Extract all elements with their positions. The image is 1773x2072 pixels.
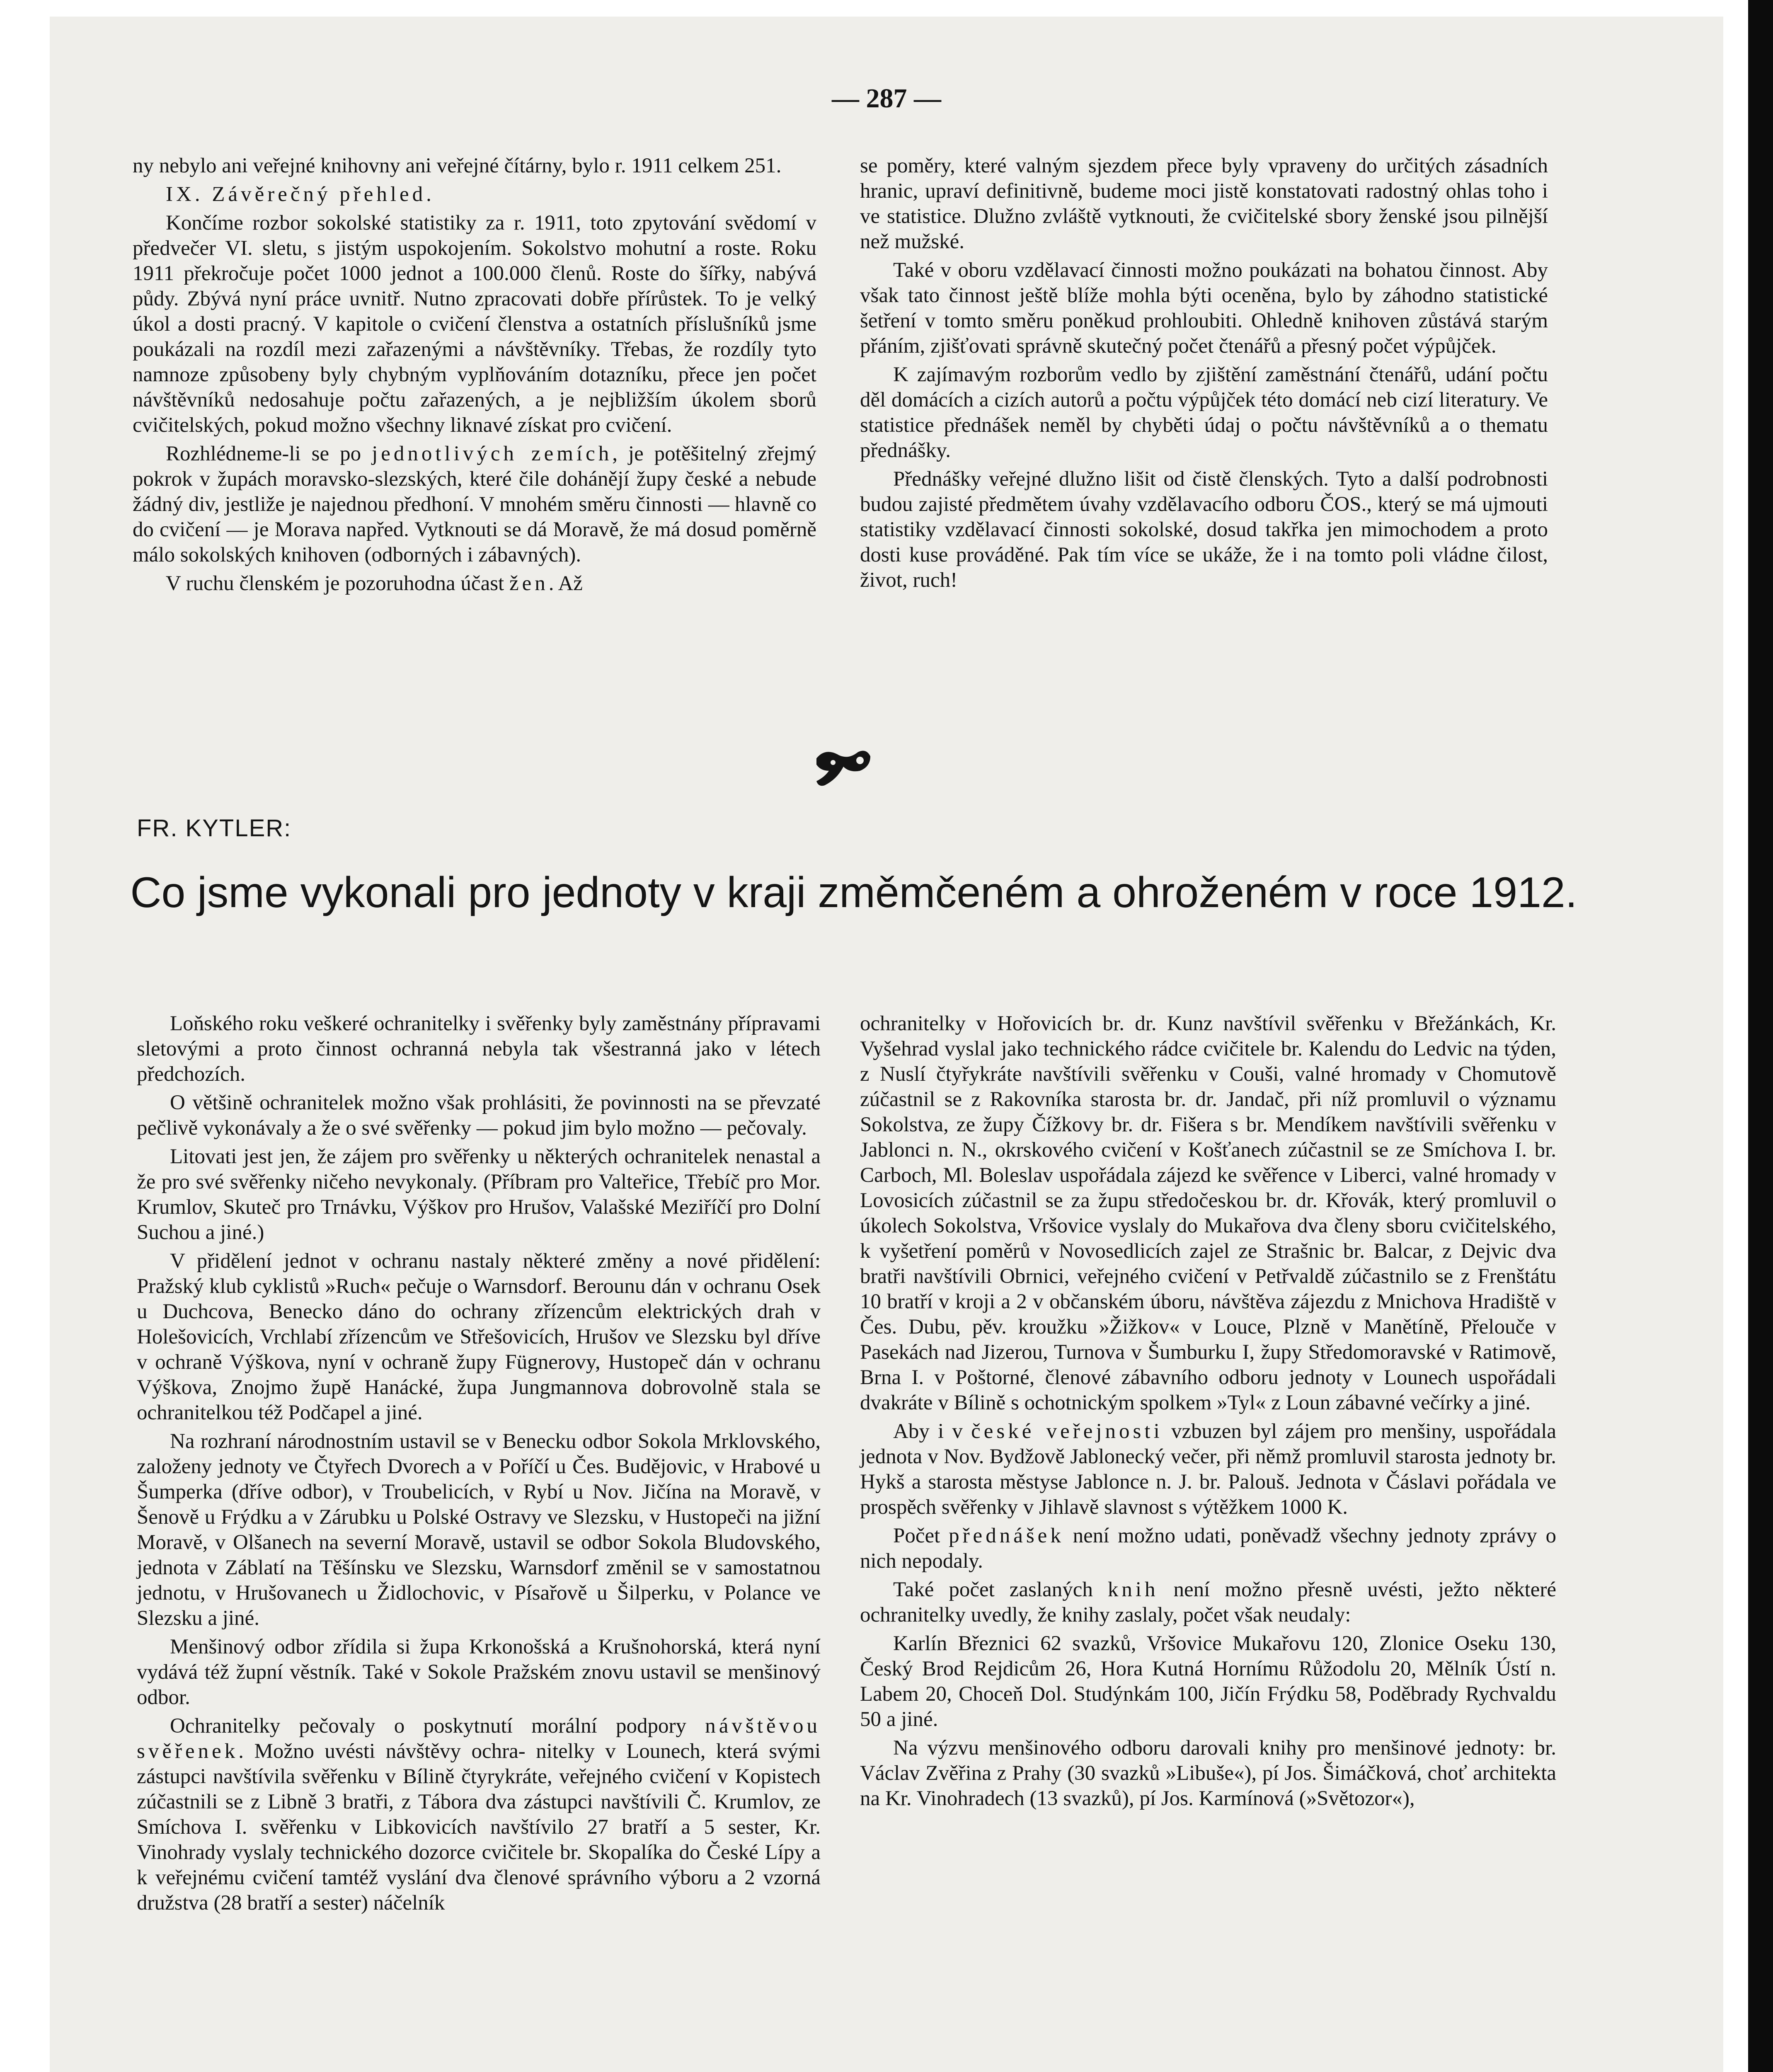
- paragraph: Karlín Březnici 62 svazků, Vršovice Mukařovu 120, Zlonice Oseku 130, Český Brod Rejdicům 26, Hora Kutná Hornímu Růžodolu 20, Mělník Ústí n. Labem 20, Choceň Dol. Studýnkám 100, Jičín Frýdku 58, Poděbrady Rychvaldu 50 a jiné.: [860, 1632, 1556, 1731]
- spaced-emphasis: jednotlivých zemích: [372, 442, 613, 465]
- paragraph: Menšinový odbor zřídila si župa Krkonošská a Krušnohorská, která nyní vydává též župní věstník. Také v Sokole Pražském znovu ustavil se menšinový odbor.: [137, 1635, 821, 1709]
- paragraph: [133, 571, 816, 596]
- text-run: není možno přesně uvésti,: [1173, 1578, 1423, 1601]
- upper-column-left: [133, 153, 816, 600]
- page-number: — 287 —: [832, 83, 941, 114]
- paragraph: Na výzvu menšinového odboru darovali knihy pro menšinové jednoty: br. Václav Zvěřina z Prahy (30 svazků »Libuše«), pí Jos. Šimáčková, choť architekta na Kr. Vinohradech (13 svazků), pí Jos. Karmínová (»Světozor«),: [860, 1736, 1556, 1810]
- paragraph: [133, 441, 816, 568]
- floral-ornament-icon: [808, 746, 874, 792]
- paragraph: K zajímavým rozborům vedlo by zjištění zaměstnání čtenářů, udání počtu děl domácích a cizích autorů a počtu výpůjček této domácí neb cizí literatury. Ve statistice přednášek neměl by chyběti údaj o počtu návštěvníků a o thematu přednášky.: [860, 363, 1548, 462]
- text-run: ježto některé ochranitelky uvedly, že knihy zaslaly, počet však neudaly:: [860, 1578, 1556, 1627]
- text-run: V ruchu členském je pozoruhodna účast: [166, 572, 504, 595]
- paragraph: Litovati jest jen, že zájem pro svěřenky u některých ochranitelek nenastal a že pro své svěřenky ničeho nevykonaly. (Příbram pro Valteřice, Třebíč pro Mor. Krumlov, Skuteč pro Trnávku, Výškov pro Hrušov, Valašské Meziříčí pro Dolní Suchou a jiné.): [137, 1145, 821, 1244]
- text-run: Ochranitelky pečovaly o poskytnutí morální podpory: [170, 1714, 686, 1738]
- text-run: jednoty zprávy o nich nepodaly.: [860, 1524, 1557, 1573]
- section-heading: [133, 182, 816, 207]
- text-run: menšiny, uspořádala jednota v Nov. Bydžově Jablonecký večer, při němž promluvil starosta jednoty br. Hykš a starosta městyse Jablonce n. J. br. Palouš. Jednota v Čáslavi pořádala ve prospěch svěřenky v Jihlavě slavnost s výtěžkem 1000 K.: [860, 1420, 1557, 1519]
- text-run: , je potěšitelný zřejmý: [612, 442, 817, 465]
- article-column-left: [137, 1011, 821, 1919]
- paragraph: Také v oboru vzdělavací činnosti možno poukázati na bohatou činnost. Aby však tato činnost ještě blíže mohla býti oceněna, bylo by záhodno statistické šetření v tomto směru poněkud prohloubiti. Ohledně knihoven zůstává starým přáním, zjišťovati správně skutečný počet čtenářů a přesný počet výpůjček.: [860, 259, 1548, 358]
- text-run: Také počet zaslaných: [893, 1578, 1093, 1601]
- paragraph: [860, 1523, 1556, 1574]
- paragraph: O většině ochranitelek možno však prohlásiti, že povinnosti na se převzaté pečlivě vykonávaly a že o své svěřenky — pokud jim bylo možno — pečovaly.: [137, 1091, 821, 1140]
- text-run: není možno udati, poněvadž všechny: [1073, 1524, 1399, 1547]
- paragraph: Na rozhraní národnostním ustavil se v Benecku odbor Sokola Mrklovského, založeny jednoty ve Čtyřech Dvorech a v Poříčí u Čes. Budějovic, v Hrabové u Šumperka (dříve odbor), v Troubelicích, v Rybí u Nov. Jičína na Moravě, v Šenově u Frýdku a v Zárubku u Polské Ostravy ve Slezsku, v Hustopeči na jižní Moravě, v Olšanech na severní Moravě, ustavil se odbor Sokola Bludovského, jednota v Záblatí na Těšínsku ve Slezsku, Warnsdorf změnil se v samostatnou jednotu, v Hrušovanech u Židlochovic, v Písařově u Šilperku, v Polance ve Slezsku a jiné.: [137, 1430, 821, 1630]
- text-run: Aby i v: [893, 1420, 963, 1443]
- text-run: vzbuzen byl zájem pro: [1171, 1420, 1373, 1443]
- paragraph: [860, 1577, 1556, 1628]
- text-run: . Až: [548, 572, 583, 595]
- spaced-emphasis: návštěvou svěřenek: [137, 1714, 821, 1763]
- section-label: IX. Závěrečný přehled.: [166, 183, 435, 206]
- paragraph: ny nebylo ani veřejné knihovny ani veřejné čítárny, bylo r. 1911 celkem 251.: [133, 154, 782, 177]
- text-run: pokrok v župách moravsko-slezských, které čile dohánějí župy české a nebude žádný div, jestliže je najednou předhoní. V mnohém směru činnosti — hlavně co do cvičení — je Morava napřed. Vytknouti se dá Moravě, že má dosud poměrně málo sokolských knihoven (odborných i zábavných).: [133, 467, 816, 566]
- scan-edge-right: [1748, 0, 1773, 2072]
- paragraph: [137, 1714, 821, 1916]
- paragraph: Loňského roku veškeré ochranitelky i svěřenky byly zaměstnány přípravami sletovými a proto činnost ochranná nebyla tak všestranná jako v létech předchozích.: [137, 1012, 821, 1086]
- paragraph: Přednášky veřejné dlužno lišit od čistě členských. Tyto a další podrobnosti budou zajisté předmětem úvahy vzdělavacího odboru ČOS., který se má ujmouti statistiky vzdělavací činnosti sokolské, dosud takřka jen mimochodem a proto dosti kuse prováděné. Pak tím více se ukáže, že i na tomto poli vládne čilost, život, ruch!: [860, 467, 1548, 592]
- text-run: Počet: [893, 1524, 940, 1547]
- text-run: Rozhlédneme-li se po: [166, 442, 361, 465]
- spaced-emphasis: přednášek: [949, 1524, 1064, 1547]
- article-column-right: [860, 1011, 1556, 1815]
- upper-column-right: [860, 153, 1548, 596]
- paragraph: ochranitelky v Hořovicích br. dr. Kunz navštívil svěřenku v Břežánkách, Kr. Vyšehrad vyslal jako technického rádce cvičitele br. Kalendu do Ledvic na týden, z Nuslí čtyřykráte navštívili svěřenku v Couši, valné hromady v Chomutově zúčastnil se z Rakovníka starosta br. dr. Jandač, při níž promluvil o významu Sokolstva, ze župy Čížkovy br. dr. Fišera s br. Mendíkem navštívili svěřenku v Jablonci n. N., okrskového cvičení v Košťanech zúčastnil se ze Smíchova I. br. Carboch, Ml. Boleslav uspořádala zájezd ke svěřence v Liberci, valné hromady v Lovosicích zúčastnil se za župu středočeskou br. dr. Křovák, který promluvil o úkolech Sokolstva, Vršovice vyslaly do Mukařova dva členy sboru cvičitelského, k vyšetření poměrů v Novosedlicích zajel ze Strašnic br. Balcar, z Dejvic dva bratři navštívili Obrnici, veřejného cvičení v Petřvaldě zúčastnilo se z Frenštátu 10 bratří v kroji a 2 v občanském úboru, návštěva zájezdu z Mnichova Hradiště v Čes. Dubu, pěv. kroužku »Žižkov« v Louce, Plzně v Manětíně, Přelouče v Pasekách nad Jizerou, Turnova v Šumburku I, župy Středomoravské v Ratimově, Brna I. v Poštorné, členové zábavního odboru jednoty v Lounech uspořádali dvakráte v Bílině s ochotnickým spolkem »Tyl« z Loun zábavné večírky a jiné.: [860, 1012, 1556, 1414]
- spaced-emphasis: žen: [509, 572, 549, 595]
- spaced-emphasis: knih: [1107, 1578, 1159, 1601]
- text-run: . Možno uvésti návštěvy ochra-: [238, 1740, 526, 1763]
- article-author: FR. KYTLER:: [137, 815, 292, 842]
- article-title: Co jsme vykonali pro jednoty v kraji změmčeném a ohroženém v roce 1912.: [130, 869, 1577, 917]
- paragraph: se poměry, které valným sjezdem přece byly vpraveny do určitých zásadních hranic, upraví definitivně, budeme moci jistě konstatovati radostný ohlas toho i ve statistice. Dlužno zvláště vytknouti, že cvičitelské sbory ženské jsou pilnější než mužské.: [860, 154, 1548, 253]
- paragraph: V přidělení jednot v ochranu nastaly některé změny a nové přidělení: Pražský klub cyklistů »Ruch« pečuje o Warnsdorf. Berounu dán v ochranu Osek u Duchcova, Benecko dáno do ochrany zřízencům elektrických drah v Holešovicích, Vrchlabí zřízencům ve Střešovicích, Hrušov ve Slezsku byl dříve v ochraně Výškova, nyní v ochraně župy Fügnerovy, Hustopeč dán v ochranu Výškova, Znojmo župě Hanácké, župa Jungmannova dobrovolně stala se ochranitelkou též Podčapel a jiné.: [137, 1249, 821, 1424]
- paragraph: [860, 1419, 1556, 1520]
- spaced-emphasis: české veřejnosti: [971, 1420, 1163, 1443]
- paragraph: Končíme rozbor sokolské statistiky za r. 1911, toto zpytování svědomí v předvečer VI. sletu, s jistým uspokojením. Sokolstvo mohutní a roste. Roku 1911 překročuje počet 1000 jednot a 100.000 členů. Roste do šířky, nabývá půdy. Zbývá nyní práce uvnitř. Nutno zpracovati dobře přírůstek. To je velký úkol a dosti pracný. V kapitole o cvičení členstva a ostatních příslušníků jsme poukázali na rozdíl mezi zařazenými a návštěvníky. Třebas, že rozdíly tyto namnoze způsobeny byly chybným vyplňováním dotazníku, přece jen počet návštěvníků nedosahuje počtu zařazených, a je nejbližším úkolem sborů cvičitelských, pokud možno všechny liknavé získat pro cvičení.: [133, 211, 816, 437]
- text-run: nitelky v Lounech, která svými zástupci navštívila svěřenku v Bílině čtyrykráte, veřejného cvičení v Kopistech zúčastnili se z Libně 3 bratři, z Tábora dva zástupci navštívili Č. Krumlov, ze Smíchova I. svěřenku v Libkovicích navštívilo 27 bratří a 5 sester, Kr. Vinohrady vyslaly technického dozorce cvičitele br. Skopalíka do České Lípy a k veřejnému cvičení tamtéž vyslání dva členové správního výboru a 2 vzorná družstva (28 bratří a sester) náčelník: [137, 1740, 821, 1915]
